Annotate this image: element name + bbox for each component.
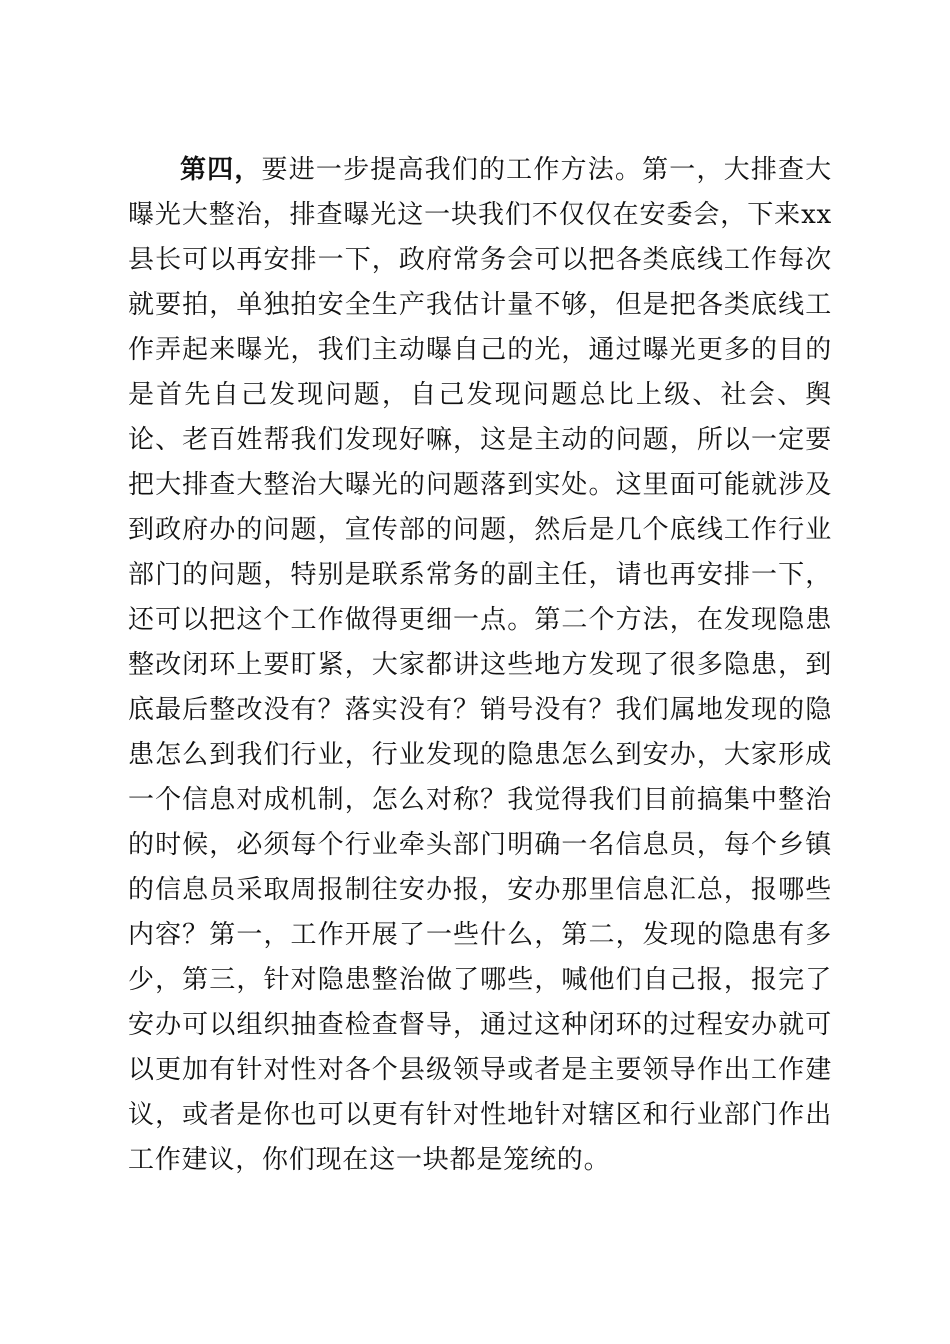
paragraph-body-text: 要进一步提高我们的工作方法。第一，大排查大曝光大整治，排查曝光这一块我们不仅仅在安委会，下来xx县长可以再安排一下，政府常务会可以把各类底线工作每次就要拍，单独拍安全生产我估计量不够，但是把各类底线工作弄起来曝光，我们主动曝自己的光，通过曝光更多的目的是首先自己发现问题，自己发现问题总比上级、社会、舆论、老百姓帮我们发现好嘛，这是主动的问题，所以一定要把大排查大整治大曝光的问题落到实处。这里面可能就涉及到政府办的问题，宣传部的问题，然后是几个底线工作行业部门的问题，特别是联系常务的副主任，请也再安排一下，还可以把这个工作做得更细一点。第二个方法，在发现隐患整改闭环上要盯紧，大家都讲这些地方发现了很多隐患，到底最后整改没有？落实没有？销号没有？我们属地发现的隐患怎么到我们行业，行业发现的隐患怎么到安办，大家形成一个信息对成机制，怎么对称？我觉得我们目前搞集中整治的时候，必须每个行业牵头部门明确一名信息员，每个乡镇的信息员采取周报制往安办报，安办那里信息汇总，报哪些内容？第一，工作开展了一些什么，第二，发现的隐患有多少，第三，针对隐患整治做了哪些，喊他们自己报，报完了安办可以组织抽查检查督导，通过这种闭环的过程安办就可以更加有针对性对各个县级领导或者是主要领导作出工作建议，或者是你也可以更有针对性地针对辖区和行业部门作出工作建议，你们现在这一块都是笼统的。	[128, 155, 832, 1175]
paragraph-lead-heading: 第四，	[180, 155, 262, 185]
body-paragraph	[128, 148, 832, 1183]
